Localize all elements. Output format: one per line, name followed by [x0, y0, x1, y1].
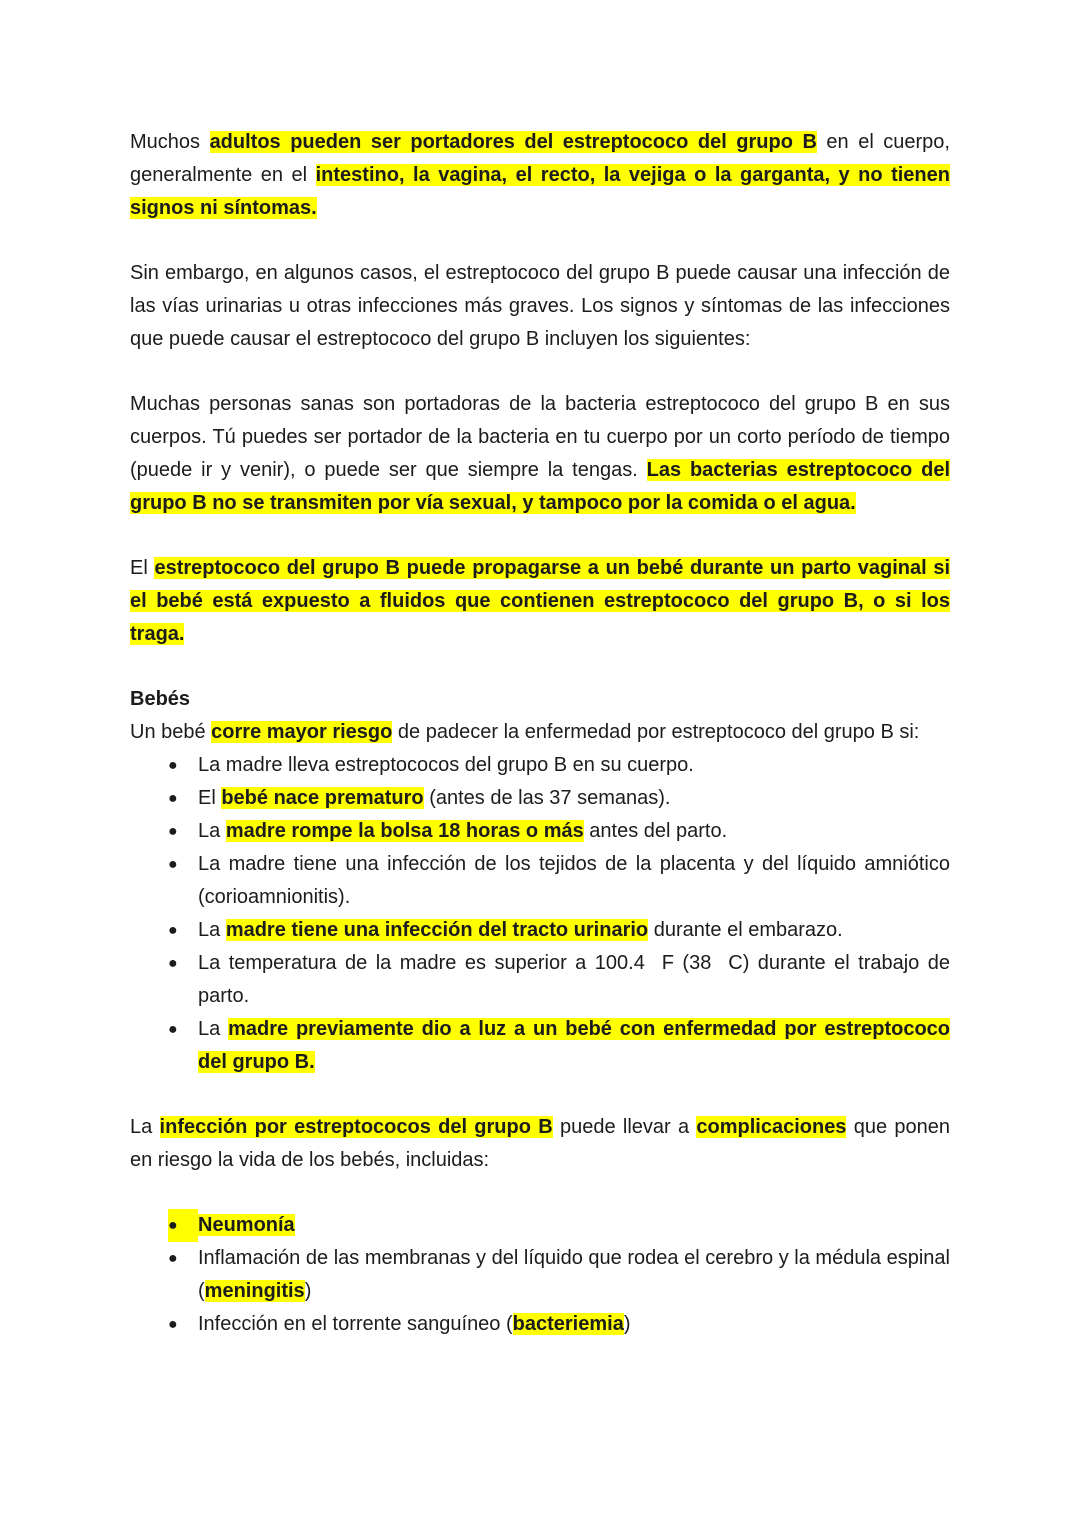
text-run: La: [198, 820, 226, 842]
text-run: El: [198, 787, 222, 809]
list-item: [168, 1013, 950, 1079]
section-heading-bebes: Bebés: [130, 688, 191, 710]
text-run: ): [304, 1280, 312, 1302]
bullet-icon: ●: [168, 757, 178, 774]
text-run: intestino, la vagina, el recto, la vejiga o la garganta, y no tienen signos ni síntomas.: [130, 164, 950, 219]
list-item-text: [198, 1242, 950, 1308]
text-run: bebé nace prematuro: [221, 787, 424, 809]
text-run: puede llevar a: [552, 1116, 697, 1138]
paragraph-baby-risk-intro: [130, 716, 950, 749]
text-run: corre mayor riesgo: [211, 721, 393, 743]
text-run: madre previamente dio a luz a un bebé con enfermedad por estreptococo del grupo B.: [198, 1018, 950, 1073]
bullet-icon: ●: [168, 1250, 178, 1267]
list-item: [168, 815, 950, 848]
text-run: Sin embargo, en algunos casos, el estreptococo del grupo B puede causar una infección de las vías urinarias u otras infecciones más graves. Los signos y síntomas de las infecciones que puede causar el estreptococo del grupo B incluyen los siguientes:: [130, 262, 950, 350]
list-item-text: [198, 1308, 950, 1341]
list-item: [168, 947, 950, 1013]
paragraph-healthy-carriers: [130, 388, 950, 520]
text-run: Muchas personas sanas son portadoras de la bacteria estreptococo del grupo B en sus cuerpos. Tú puedes ser portador de la bacteria en tu cuerpo por un corto período de tiempo (puede ir y venir), o puede ser que siempre la tengas.: [130, 393, 950, 481]
text-run: madre rompe la bolsa 18 horas o más: [225, 820, 584, 842]
text-run: meningitis: [204, 1280, 305, 1302]
risk-factors-list: [130, 749, 950, 1079]
text-run: La temperatura de la madre es superior a 100.4 F (38 C) durante el trabajo de parto.: [198, 952, 950, 1007]
text-run: Muchos: [130, 131, 210, 153]
list-item-text: [198, 947, 950, 1013]
text-run: ): [623, 1313, 631, 1335]
list-item: [168, 1242, 950, 1308]
list-item: [168, 749, 950, 782]
bullet-icon: ●: [168, 1316, 178, 1333]
text-run: La madre tiene una infección de los tejidos de la placenta y del líquido amniótico (corioamnionitis).: [198, 853, 950, 908]
text-run: Un bebé: [130, 721, 212, 743]
text-run: La: [198, 1018, 229, 1040]
text-run: La madre lleva estreptococos del grupo B en su cuerpo.: [198, 754, 694, 776]
list-item-text: [198, 1209, 950, 1242]
text-run: Las bacterias estreptococo del grupo B no se transmiten por vía sexual, y tampoco por la comida o el agua.: [130, 459, 951, 514]
text-run: estreptococo del grupo B puede propagarse a un bebé durante un parto vaginal si el bebé está expuesto a fluidos que contienen estreptococo del grupo B, o si los traga.: [130, 557, 950, 645]
text-run: La: [198, 919, 226, 941]
text-run: bacteriemia: [512, 1313, 624, 1335]
bullet-icon: ●: [168, 790, 178, 807]
text-run: Infección en el torrente sanguíneo (: [198, 1313, 513, 1335]
text-run: madre tiene una infección del tracto urinario: [225, 919, 649, 941]
list-item: [168, 848, 950, 914]
text-run: adultos pueden ser portadores del estreptococo del grupo B: [209, 131, 817, 153]
paragraph-complications-intro: [130, 1111, 950, 1177]
text-run: infección por estreptococos del grupo B: [159, 1116, 553, 1138]
list-item: [168, 1308, 950, 1341]
paragraph-adult-carriers: [130, 126, 950, 225]
paragraph-infection-signs: [130, 257, 950, 356]
text-run: durante el embarazo.: [648, 919, 843, 941]
list-item-text: [198, 914, 950, 947]
list-item-text: [198, 782, 950, 815]
text-run: antes del parto.: [583, 820, 728, 842]
list-item-text: [198, 749, 950, 782]
text-run: El: [130, 557, 155, 579]
bullet-icon: ●: [168, 823, 178, 840]
paragraph-vaginal-birth-spread: [130, 552, 950, 651]
text-run: La: [130, 1116, 160, 1138]
bullet-icon: ●: [168, 1021, 178, 1038]
text-run: en el cuerpo, generalmente en el: [130, 131, 950, 186]
text-run: que ponen en riesgo la vida de los bebés, incluidas:: [130, 1116, 950, 1171]
bullet-icon: ●: [168, 955, 178, 972]
text-run: Inflamación de las membranas y del líquido que rodea el cerebro y la médula espinal (: [198, 1247, 950, 1302]
complications-list: [130, 1209, 950, 1341]
text-run: de padecer la enfermedad por estreptococo del grupo B si:: [392, 721, 920, 743]
bullet-icon: ●: [168, 1209, 198, 1242]
list-item: [168, 782, 950, 815]
list-item: [168, 1209, 950, 1242]
text-run: complicaciones: [696, 1116, 847, 1138]
bullet-icon: ●: [168, 856, 178, 873]
list-item-text: [198, 1013, 950, 1079]
text-run: (antes de las 37 semanas).: [423, 787, 671, 809]
list-item: [168, 914, 950, 947]
bullet-icon: ●: [168, 922, 178, 939]
list-item-text: [198, 848, 950, 914]
list-item-text: [198, 815, 950, 848]
text-run: Neumonía: [198, 1214, 295, 1236]
